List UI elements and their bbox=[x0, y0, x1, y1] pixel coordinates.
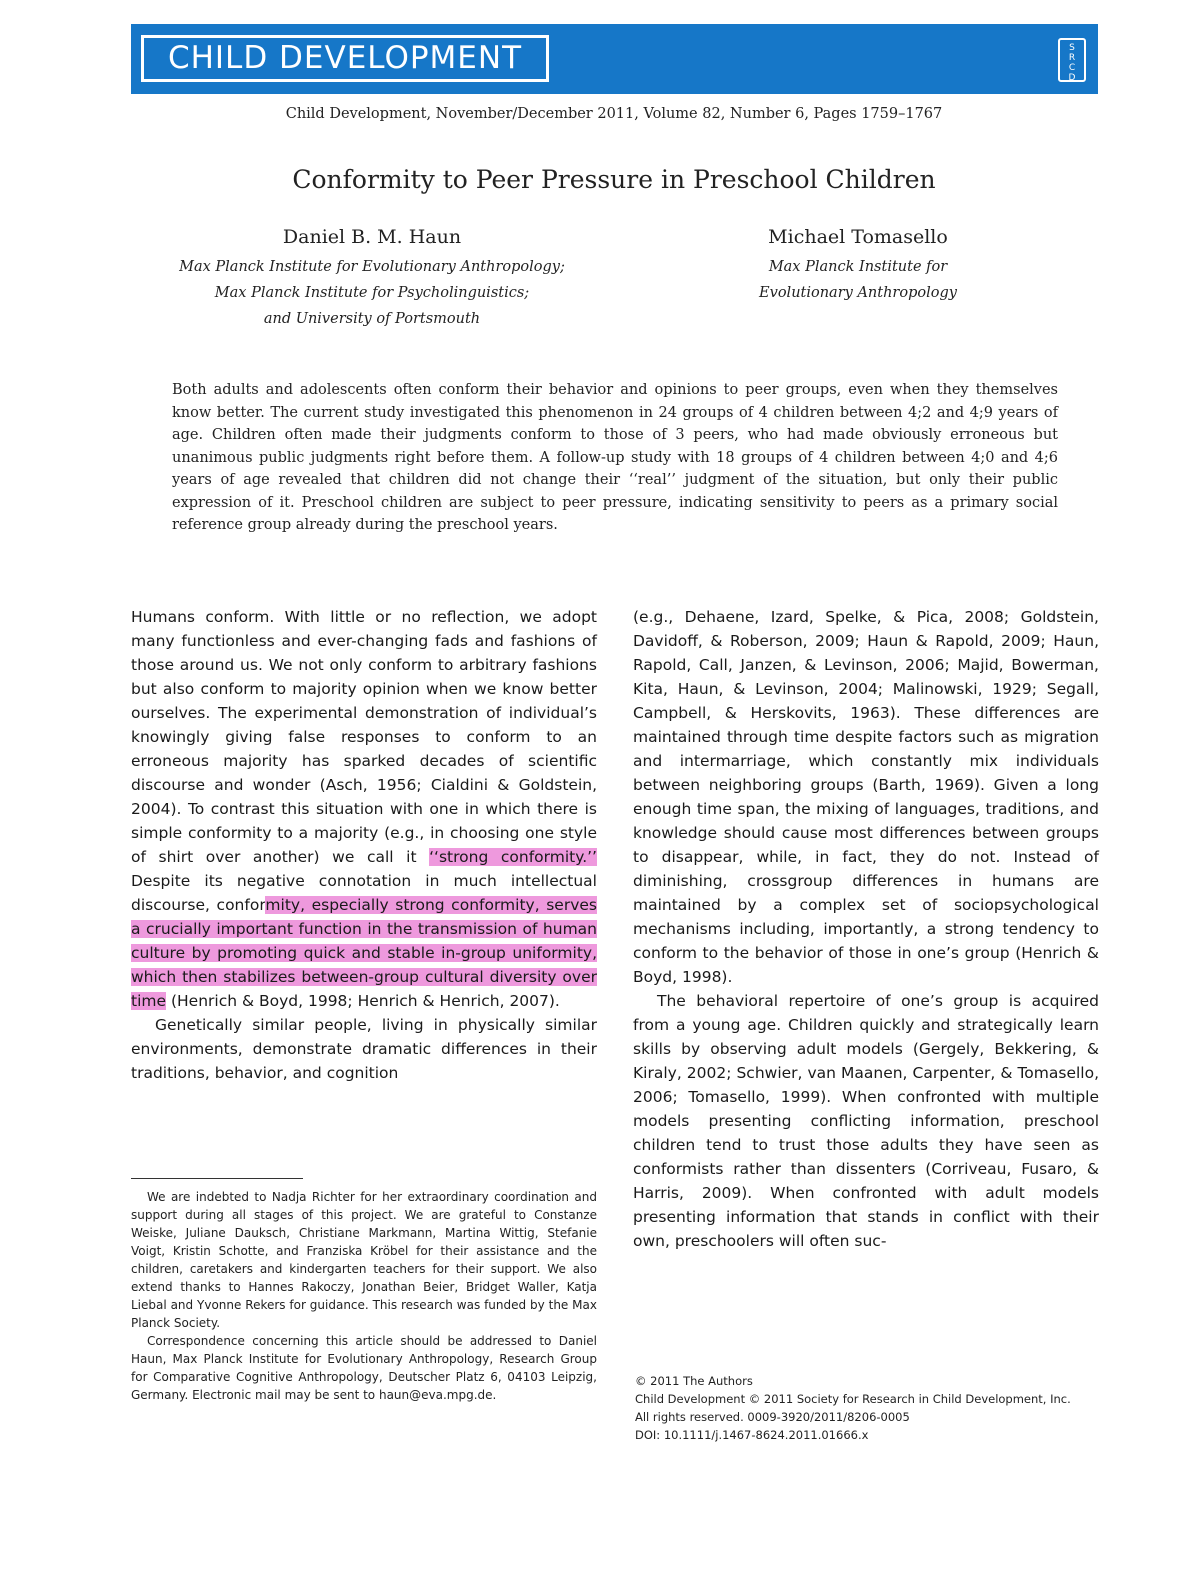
author-name: Michael Tomasello bbox=[768, 226, 948, 248]
acknowledgment-note: We are indebted to Nadja Richter for her extraordinary coordination and support during all stages of this project. We are grateful to Constanze Weiske, Juliane Dauksch, Christiane Markmann, Martina Wittig, Stefanie Voigt, Kristin Schotte, and Franziska Kröbel for their assistance and the children, caretakers and kindergarten teachers for their support. We also extend thanks to Hannes Rakoczy, Jonathan Beier, Bridget Waller, Katja Liebal and Yvonne Rekers for guidance. This research was funded by the Max Planck Society. bbox=[131, 1190, 597, 1330]
footnotes bbox=[131, 1188, 597, 1404]
journal-banner bbox=[131, 24, 1098, 94]
body-paragraph bbox=[131, 605, 597, 1013]
body-column-left bbox=[131, 605, 597, 1085]
body-text: (Henrich & Boyd, 1998; Henrich & Henrich, 2007). bbox=[166, 992, 560, 1010]
author-affiliation: and University of Portsmouth bbox=[263, 311, 481, 327]
author-affiliation: Max Planck Institute for Psycholinguistics; bbox=[214, 285, 530, 301]
article-title: Conformity to Peer Pressure in Preschool Children bbox=[292, 165, 936, 194]
copyright-block bbox=[635, 1372, 1105, 1444]
author-affiliation: Max Planck Institute for Evolutionary Anthropology; bbox=[179, 259, 565, 275]
copyright-line: © 2011 The Authors bbox=[635, 1374, 753, 1388]
correspondence-note: Correspondence concerning this article should be addressed to Daniel Haun, Max Planck Institute for Evolutionary Anthropology, Research Group for Comparative Cognitive Anthropology, Deutscher Platz 6, 04103 Leipzig, Germany. Electronic mail may be sent to haun@eva.mpg.de. bbox=[131, 1334, 597, 1402]
srcd-logo-text: SRCD bbox=[1068, 43, 1076, 83]
author-block-1 bbox=[142, 222, 602, 332]
author-affiliation: Max Planck Institute for bbox=[768, 259, 948, 275]
srcd-logo-icon bbox=[1058, 38, 1086, 82]
highlighted-text: mity, especially strong conformity, serves a crucially important function in the transmission of human culture by promoting quick and stable in-group uniformity, which then stabilizes between-group cultural diversity over time bbox=[131, 896, 597, 1010]
author-name: Daniel B. M. Haun bbox=[282, 226, 462, 248]
highlighted-text: ‘‘strong conformity.’’ bbox=[429, 848, 597, 866]
body-paragraph: Genetically similar people, living in physically similar environments, demonstrate dramatic differences in their traditions, behavior, and cognition bbox=[131, 1016, 597, 1082]
body-text: Despite its negative connotation in much intellectual discourse, confor bbox=[131, 872, 597, 914]
footnote-divider bbox=[131, 1178, 303, 1179]
body-paragraph: (e.g., Dehaene, Izard, Spelke, & Pica, 2008; Goldstein, Davidoff, & Roberson, 2009; Haun & Rapold, 2009; Haun, Rapold, Call, Janzen, & Levinson, 2006; Majid, Bowerman, Kita, Haun, & Levinson, 2004; Malinowski, 1929; Segall, Campbell, & Herskovits, 1963). These differences are maintained through time despite factors such as migration and intermarriage, which constantly mix individuals between neighboring groups (Barth, 1969). Given a long enough time span, the mixing of languages, traditions, and knowledge should cause most differences between groups to disappear, while, in fact, they do not. Instead of diminishing, crossgroup differences in humans are maintained by a complex set of sociopsychological mechanisms including, importantly, a strong tendency to conform to the behavior of those in one’s group (Henrich & Boyd, 1998). bbox=[633, 608, 1099, 986]
doi-line: DOI: 10.1111/j.1467-8624.2011.01666.x bbox=[635, 1428, 869, 1442]
body-column-right bbox=[633, 605, 1099, 1253]
citation-line: Child Development, November/December 2011, Volume 82, Number 6, Pages 1759–1767 bbox=[285, 106, 943, 122]
body-text: Humans conform. With little or no reflection, we adopt many functionless and ever-changing fads and fashions of those around us. We not only conform to arbitrary fashions but also conform to majority opinion when we know better ourselves. The experimental demonstration of individual’s knowingly giving false responses to conform to an erroneous majority has sparked decades of scientific discourse and wonder (Asch, 1956; Cialdini & Goldstein, 2004). To contrast this situation with one in which there is simple conformity to a majority (e.g., in choosing one style of shirt over another) we call it bbox=[131, 608, 597, 866]
author-affiliation: Evolutionary Anthropology bbox=[759, 285, 957, 301]
author-block-2 bbox=[700, 222, 1016, 306]
copyright-line: All rights reserved. 0009-3920/2011/8206-0005 bbox=[635, 1410, 910, 1424]
body-paragraph: The behavioral repertoire of one’s group is acquired from a young age. Children quickly and strategically learn skills by observing adult models (Gergely, Bekkering, & Kiraly, 2002; Schwier, van Maanen, Carpenter, & Tomasello, 2006; Tomasello, 1999). When confronted with multiple models presenting conflicting information, preschool children tend to trust those adults they have seen as conformists rather than dissenters (Corriveau, Fusaro, & Harris, 2009). When confronted with adult models presenting information that stands in conflict with their own, preschoolers will often suc- bbox=[633, 992, 1099, 1250]
abstract: Both adults and adolescents often conform their behavior and opinions to peer groups, even when they themselves know better. The current study investigated this phenomenon in 24 groups of 4 children between 4;2 and 4;9 years of age. Children often made their judgments conform to those of 3 peers, who had made obviously erroneous but unanimous public judgments right before them. A follow-up study with 18 groups of 4 children between 4;0 and 4;6 years of age revealed that children did not change their ‘‘real’’ judgment of the situation, but only their public expression of it. Preschool children are subject to peer pressure, indicating sensitivity to peers as a primary social reference group already during the preschool years. bbox=[172, 382, 1058, 533]
copyright-line: Child Development © 2011 Society for Research in Child Development, Inc. bbox=[635, 1392, 1071, 1406]
journal-name: CHILD DEVELOPMENT bbox=[141, 35, 549, 82]
